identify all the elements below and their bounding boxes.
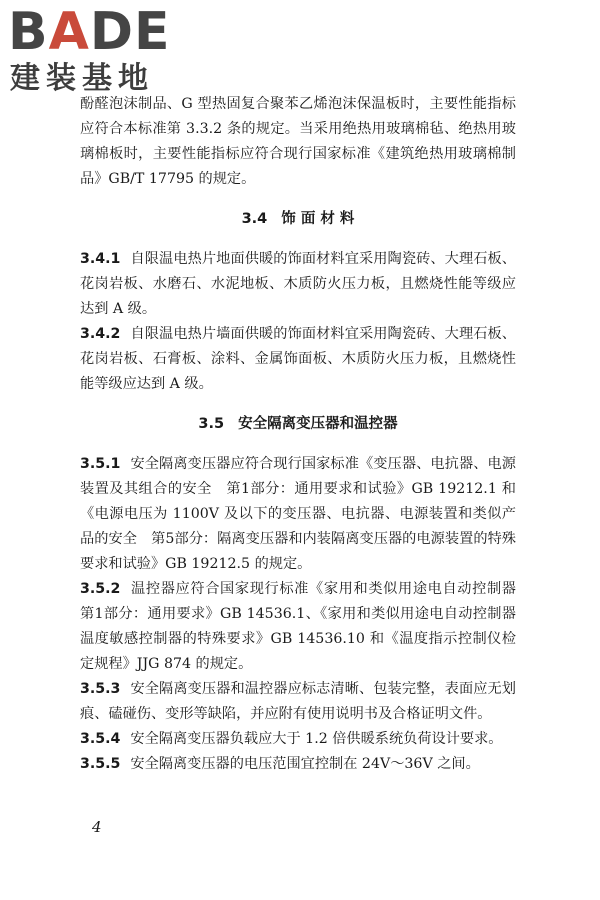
intro-paragraph: 酚醛泡沫制品、G 型热固复合聚苯乙烯泡沫保温板时，主要性能指标应符合本标准第 3.3.2 条的规定。当采用绝热用玻璃棉毡、绝热用玻璃棉板时，主要性能指标应符合现行国家标准《建筑绝热用玻璃棉制品》GB/T 17795 的规定。 [80, 96, 516, 187]
section-heading-3-4: 3.4 饰 面 材 料 [241, 211, 355, 227]
brand-logo [8, 2, 178, 98]
clause-3-5-2: 3.5.2 温控器应符合国家现行标准《家用和类似用途电自动控制器 第1部分：通用要求》GB 14536.1、《家用和类似用途电自动控制器 温度敏感控制器的特殊要求》GB 14536.10 和《温度指示控制仪检定规程》JJG 874 的规定。 [80, 581, 531, 672]
clause-3-4-1: 3.4.1 自限温电热片地面供暖的饰面材料宜采用陶瓷砖、大理石板、花岗岩板、水磨石、水泥地板、木质防火压力板，且燃烧性能等级应达到 A 级。 [80, 251, 516, 317]
section-heading-3-5: 3.5 安全隔离变压器和温控器 [198, 416, 398, 432]
clause-3-4-2: 3.4.2 自限温电热片墙面供暖的饰面材料宜采用陶瓷砖、大理石板、花岗岩板、石膏板、涂料、金属饰面板、木质防火压力板，且燃烧性能等级应达到 A 级。 [80, 326, 516, 392]
logo-wordmark: BADE [8, 2, 171, 62]
document-body [80, 92, 531, 777]
page-number: 4 [92, 818, 102, 836]
clause-3-5-5: 3.5.5 安全隔离变压器的电压范围宜控制在 24V～36V 之间。 [80, 756, 480, 772]
clause-3-5-3: 3.5.3 安全隔离变压器和温控器应标志清晰、包装完整，表面应无划痕、磕碰伤、变形等缺陷，并应附有使用说明书及合格证明文件。 [80, 681, 516, 722]
logo-subtitle: 建装基地 [10, 61, 154, 96]
clause-3-5-4: 3.5.4 安全隔离变压器负载应大于 1.2 倍供暖系统负荷设计要求。 [80, 731, 503, 747]
clause-3-5-1: 3.5.1 安全隔离变压器应符合现行国家标准《变压器、电抗器、电源装置及其组合的安全 第1部分：通用要求和试验》GB 19212.1 和《电源电压为 1100V 及以下的变压器、电抗器、电源装置和类似产品的安全 第5部分：隔离变压器和内装隔离变压器的电源装置的特殊要求和试验》GB 19212.5 的规定。 [80, 456, 516, 572]
